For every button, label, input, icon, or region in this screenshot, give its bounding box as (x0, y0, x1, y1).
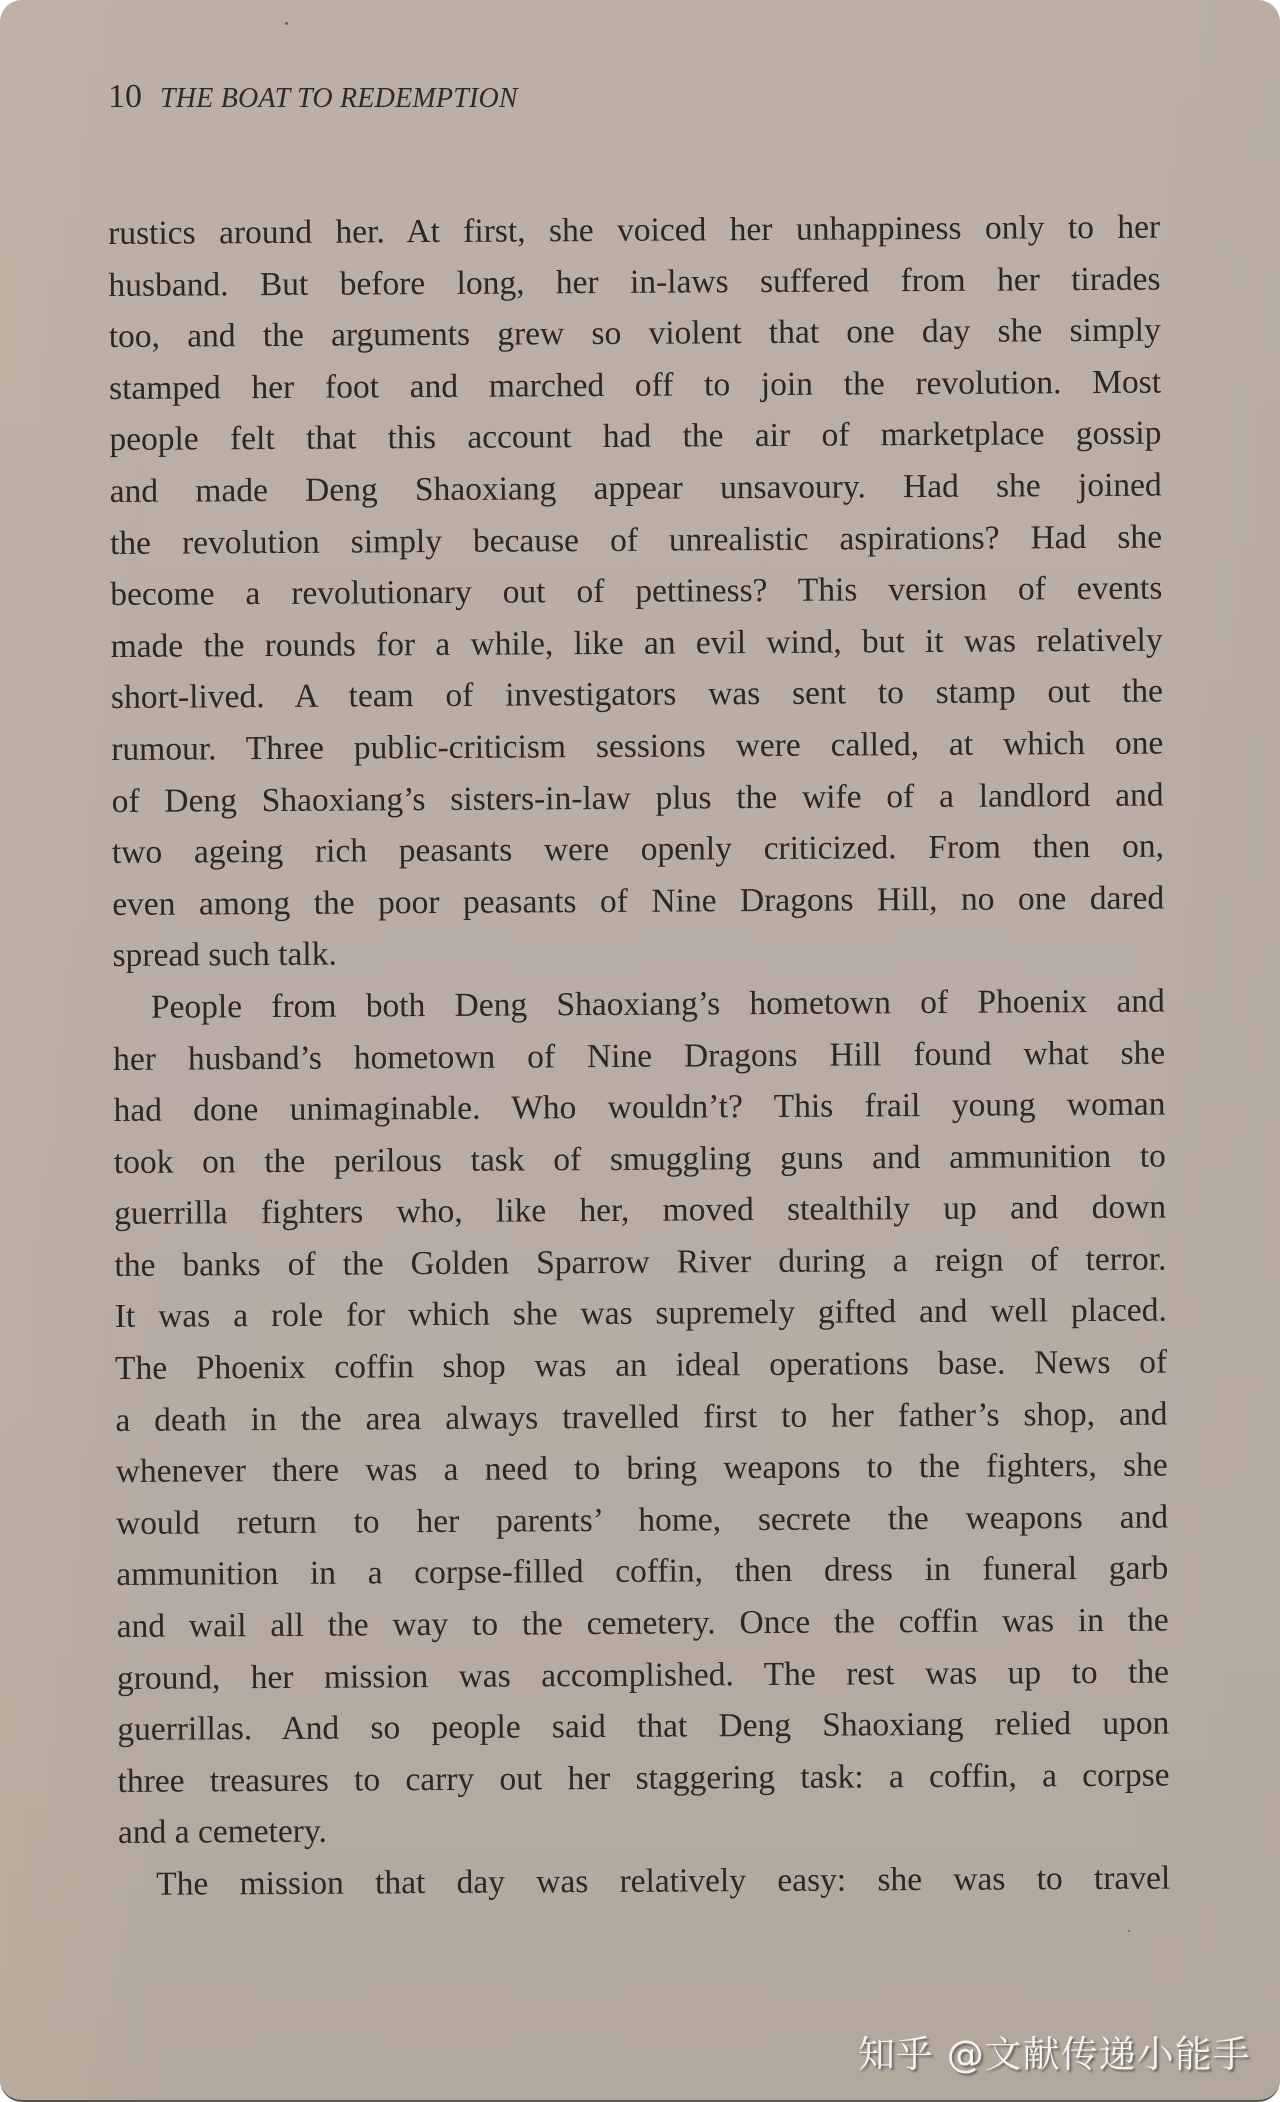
text-line: too, and the arguments grew so violent that one day she simply (108, 311, 1161, 356)
text-line: the revolution simply because of unrealistic aspirations? Had she (109, 518, 1163, 562)
running-head (108, 78, 518, 116)
text-line: stamped her foot and marched off to join the revolution. Most (108, 363, 1162, 407)
text-line: rumour. Three public-criticism sessions were called, at which one (111, 724, 1164, 768)
text-line: ammunition in a corpse-filled coffin, then dress in funeral garb (116, 1549, 1169, 1594)
text-line: rustics around her. At first, she voiced her unhappiness only to her (108, 208, 1161, 252)
paragraph-start-line: People from both Deng Shaoxiang’s hometown of Phoenix and (150, 982, 1165, 1026)
text-line: the banks of the Golden Sparrow River during a reign of terror. (114, 1240, 1167, 1284)
text-line: short-lived. A team of investigators was sent to stamp out the (110, 672, 1164, 717)
text-line: two ageing rich peasants were openly criticized. From then on, (111, 827, 1165, 872)
body-text (108, 202, 1170, 1911)
text-line: guerrilla fighters who, like her, moved stealthily up and down (114, 1188, 1167, 1233)
text-line: even among the poor peasants of Nine Dragons Hill, no one dared (112, 879, 1165, 923)
book-title: THE BOAT TO REDEMPTION (160, 83, 518, 114)
text-line: whenever there was a need to bring weapons to the fighters, she (115, 1446, 1168, 1491)
text-line: husband. But before long, her in-laws suffered from her tirades (108, 260, 1161, 304)
text-line: and made Deng Shaoxiang appear unsavoury. Had she joined (109, 466, 1162, 510)
text-line: It was a role for which she was supremely gifted and well placed. (114, 1292, 1167, 1336)
paragraph-end-line: and a cemetery. (117, 1813, 327, 1852)
page-number: 10 (108, 78, 142, 115)
text-line: and wail all the way to the cemetery. Once the coffin was in the (116, 1601, 1169, 1646)
paragraph-end-line: spread such talk. (112, 935, 337, 975)
text-line: took on the perilous task of smuggling guns and ammunition to (113, 1137, 1166, 1181)
paper-speck (285, 22, 288, 25)
zhihu-watermark: 知乎 @文献传递小能手 (858, 2033, 1251, 2076)
text-line: become a revolutionary out of pettiness? This version of events (110, 569, 1163, 614)
text-line: guerrillas. And so people said that Deng Shaoxiang relied upon (117, 1704, 1170, 1749)
text-line: The Phoenix coffin shop was an ideal operations base. News of (114, 1343, 1168, 1388)
paragraph-start-line: The mission that day was relatively easy: she was to travel (156, 1859, 1171, 1903)
text-line: made the rounds for a while, like an evil wind, but it was relatively (110, 621, 1163, 665)
text-line: three treasures to carry out her staggering task: a coffin, a corpse (117, 1756, 1170, 1800)
text-line: would return to her parents’ home, secrete the weapons and (115, 1498, 1169, 1542)
text-line: her husband’s hometown of Nine Dragons Hill found what she (113, 1034, 1166, 1078)
text-line: of Deng Shaoxiang’s sisters-in-law plus the wife of a landlord and (111, 776, 1164, 820)
text-line: a death in the area always travelled first to her father’s shop, and (115, 1395, 1168, 1439)
text-line: people felt that this account had the air of marketplace gossip (109, 414, 1162, 459)
text-line: had done unimaginable. Who wouldn’t? This frail young woman (113, 1085, 1166, 1130)
paper-speck (1128, 1930, 1130, 1932)
text-line: ground, her mission was accomplished. The rest was up to the (116, 1653, 1170, 1697)
